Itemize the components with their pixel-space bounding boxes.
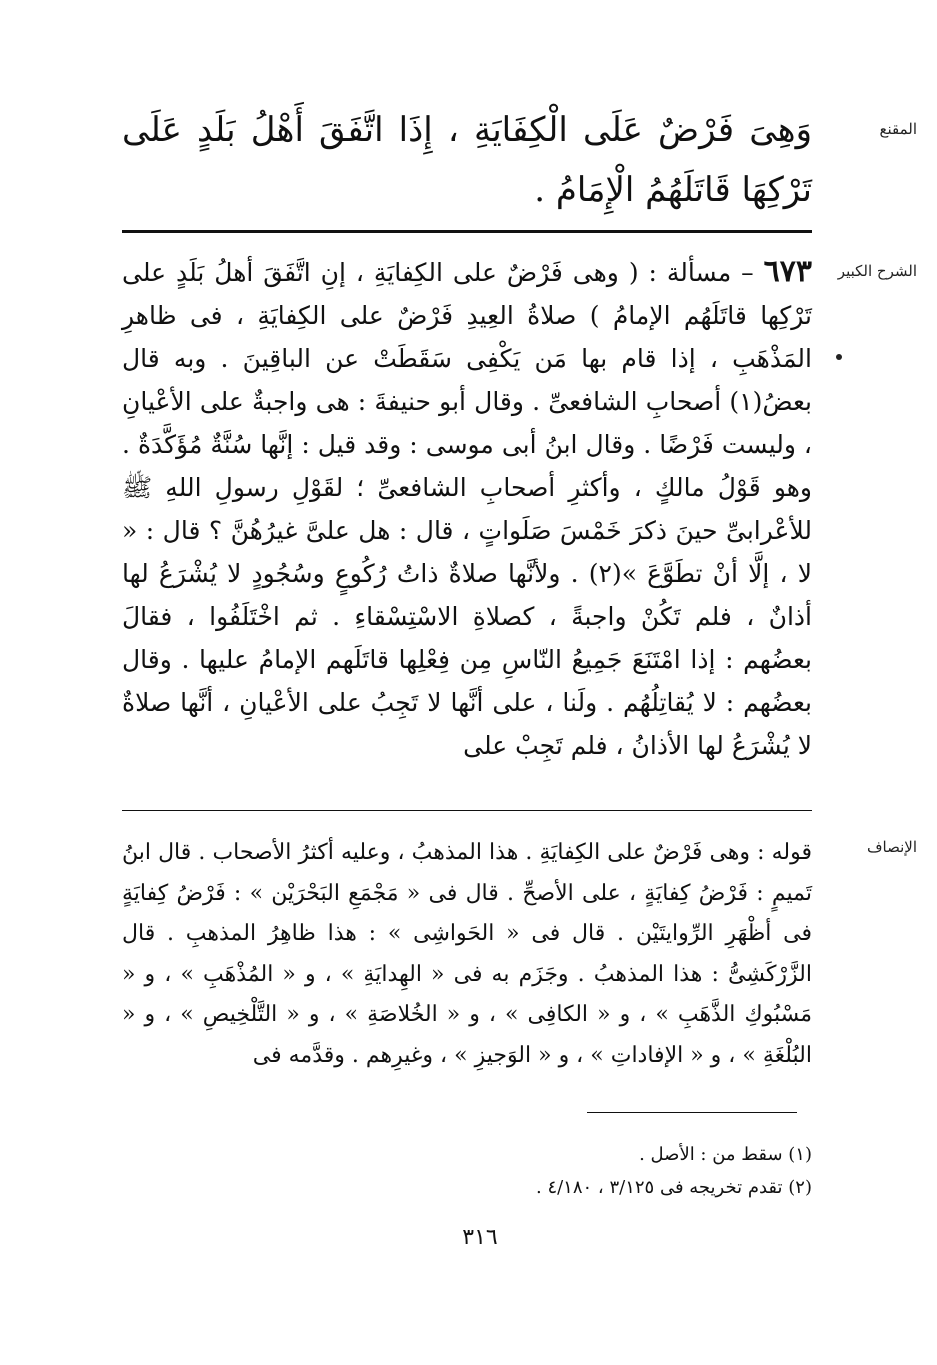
footnote-1: (١) سقط من : الأصل . [639, 1144, 812, 1165]
footnote-2: (٢) تقدم تخريجه فى ٣/١٢٥ ، ٤/١٨٠ . [536, 1177, 812, 1198]
issue-number: ٦٧٣ [763, 254, 812, 289]
sharh-body: – مسألة : ( وهى فَرْضٌ على الكِفايَةِ ، إنِ اتَّفَقَ أهلُ بَلَدٍ على تَرْكِها قاتَلَهُم الإمامُ ) صلاةُ العِيدِ فَرْضٌ على الكِفايَةِ ، فى ظاهرِ المَذْهَبِ ، إذا قام بها مَن يَكْفِى سَقَطَتْ عن الباقِينَ . وبه قال بعضُ(١) أصحابِ الشافعىِّ . وقال أبو حنيفةَ : هى واجبةٌ على الأعْيانِ ، وليست فَرْضًا . وقال ابنُ أبى موسى : وقد قيل : إنَّها سُنَّةٌ مُؤَكَّدَةٌ . وهو قَوْلُ مالكٍ ، وأكثرِ أصحابِ الشافعىِّ ؛ لقَوْلِ رسولِ اللهِ ﷺ للأعْرابىِّ حينَ ذكرَ خَمْسَ صَلَواتٍ ، قال : هل علىَّ غيرُهُنَّ ؟ قال : « لا ، إلَّا أنْ تطَوَّعَ »(٢) . ولأنَّها صلاةٌ ذاتُ رُكُوعٍ وسُجُودٍ لا يُشْرَعُ لها أذانٌ ، فلم تَكُنْ واجبةً ، كصلاةِ الاسْتِسْقاءِ . ثم اخْتَلَفُوا ، فقالَ بعضُهم : إذا امْتَنَعَ جَمِيعُ النّاسِ مِن فِعْلِها قاتَلَهم الإمامُ عليها . وقال بعضُهم : لا يُقاتِلُهُم . ولَنا ، على أنَّها لا تَجِبُ على الأعْيانِ ، أنَّها صلاةٌ لا يُشْرَعُ لها الأذانُ ، فلم تَجِبْ على [122, 258, 812, 760]
section-label-sharh: الشرح الكبير [837, 262, 917, 280]
insaf-text: قوله : وهى فَرْضٌ على الكِفايَةِ . هذا المذهبُ ، وعليه أكثرُ الأصحاب . قال ابنُ تَميمٍ : فَرْضُ كِفايَةٍ ، على الأصحِّ . قال فى « مَجْمَعِ البَحْرَيْن » : فَرْضُ كِفايَةٍ فى أظْهَرِ الرِّوايتَيْن . قال فى « الحَواشِى » : هذا ظاهِرُ المذهبِ . قال الزَّرْكَشِىُّ : هذا المذهبُ . وجَزَم به فى « الهِدايَةِ » ، و « المُذْهَبِ » ، و « مَسْبُوكِ الذَّهَبِ » ، و « الكافِى » ، و « الخُلاصَةِ » ، و « التَّلْخِيصِ » ، و « البُلْغَةِ » ، و « الإفاداتِ » ، و « الوَجيزِ » ، وغيرِهم . وقدَّمه فى [122, 840, 812, 1068]
footnote-divider [587, 1112, 797, 1113]
margin-dot [836, 354, 842, 360]
page-number: ٣١٦ [462, 1225, 498, 1250]
section-label-muqni: المقنع [879, 120, 917, 138]
muqni-text: وَهِىَ فَرْضٌ عَلَى الْكِفَايَةِ ، إِذَا اتَّفَقَ أَهْلُ بَلَدٍ عَلَى تَرْكِهَا قَاتَلَهُمُ الْإِمَامُ . [122, 110, 812, 210]
footnotes [122, 1138, 812, 1204]
sharh-text [122, 250, 812, 767]
section-label-insaf: الإنصاف [866, 838, 917, 856]
section-divider-thin [122, 810, 812, 811]
section-divider-thick [122, 230, 812, 233]
